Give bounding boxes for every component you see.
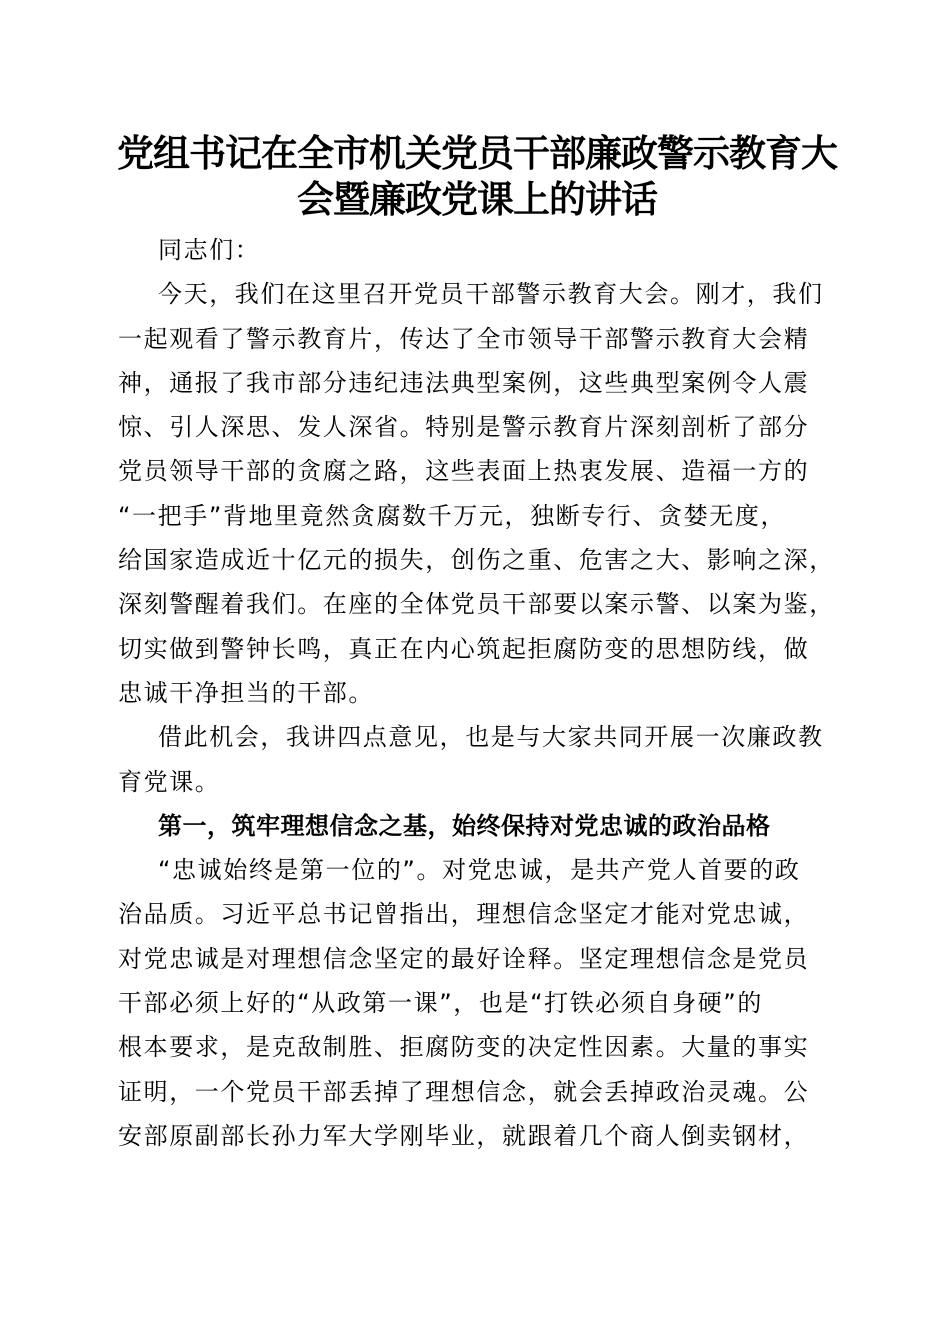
paragraph-line: 惊、引人深思、发人深省。特别是警示教育片深刻剖析了部分 — [118, 413, 810, 442]
salutation: 同志们： — [158, 236, 261, 264]
paragraph-line: 党员领导干部的贪腐之路，这些表面上热衷发展、造福一方的 — [118, 457, 810, 486]
paragraph-line: 忠诚干净担当的干部。 — [118, 678, 374, 707]
paragraph-line: 深刻警醒着我们。在座的全体党员干部要以案示警、以案为鉴， — [118, 590, 835, 619]
paragraph-line: 切实做到警钟长鸣，真正在内心筑起拒腐防变的思想防线，做 — [118, 634, 810, 663]
paragraph-line: 安部原副部长孙力军大学刚毕业，就跟着几个商人倒卖钢材， — [118, 1121, 810, 1150]
title-line: 党组书记在全市机关党员干部廉政警示教育大 — [117, 131, 837, 175]
document-title — [108, 130, 846, 222]
paragraph-line: “忠诚始终是第一位的”。对党忠诚，是共产党人首要的政 — [158, 856, 801, 885]
paragraph-line: 神，通报了我市部分违纪违法典型案例，这些典型案例令人震 — [118, 368, 810, 397]
paragraph-line: 干部必须上好的“从政第一课”，也是“打铁必须自身硬”的 — [118, 989, 763, 1018]
document-page — [118, 130, 836, 1158]
paragraph-line: 给国家造成近十亿元的损失，创伤之重、危害之大、影响之深， — [118, 546, 835, 575]
paragraph-line: 借此机会，我讲四点意见，也是与大家共同开展一次廉政教 — [158, 723, 824, 752]
section-heading: 第一，筑牢理想信念之基，始终保持对党忠诚的政治品格 — [158, 811, 771, 840]
document-body — [118, 228, 836, 1158]
paragraph-intro — [118, 715, 836, 804]
paragraph-line: 一起观看了警示教育片，传达了全市领导干部警示教育大会精 — [118, 324, 810, 353]
paragraph-line: “一把手”背地里竟然贪腐数千万元，独断专行、贪婪无度， — [118, 501, 787, 530]
paragraph-section1 — [118, 848, 836, 1158]
paragraph-opening — [118, 272, 836, 715]
title-line: 会暨廉政党课上的讲话 — [297, 177, 657, 221]
paragraph-line: 治品质。习近平总书记曾指出，理想信念坚定才能对党忠诚， — [118, 900, 810, 929]
paragraph-line: 根本要求，是克敌制胜、拒腐防变的决定性因素。大量的事实 — [118, 1033, 810, 1062]
paragraph-line: 证明，一个党员干部丢掉了理想信念，就会丢掉政治灵魂。公 — [118, 1077, 810, 1106]
paragraph-line: 育党课。 — [118, 767, 221, 796]
paragraph-line: 对党忠诚是对理想信念坚定的最好诠释。坚定理想信念是党员 — [118, 944, 810, 973]
paragraph-line: 今天，我们在这里召开党员干部警示教育大会。刚才，我们 — [158, 280, 824, 309]
